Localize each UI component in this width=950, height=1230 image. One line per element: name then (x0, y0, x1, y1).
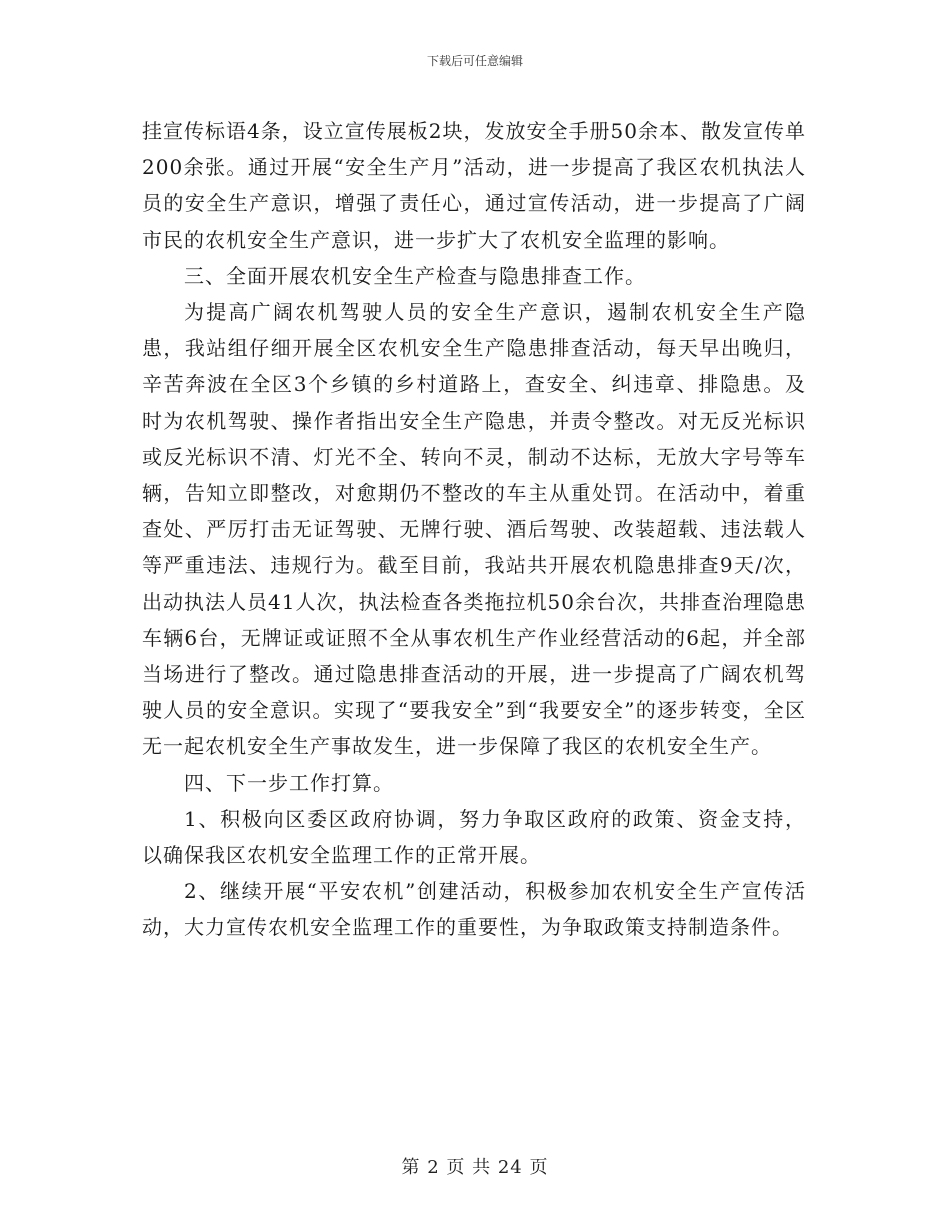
document-body (142, 113, 806, 946)
plan-item-1: 1、积极向区委区政府协调，努力争取区政府的政策、资金支持，以确保我区农机安全监理工作的正常开展。 (142, 806, 806, 868)
section-heading-3: 三、全面开展农机安全生产检查与隐患排查工作。 (184, 263, 646, 288)
page-header: 下载后可任意编辑 (426, 54, 523, 68)
plan-item-2: 2、继续开展“平安农机”创建活动，积极参加农机安全生产宣传活动，大力宣传农机安全监理工作的重要性，为争取政策支持制造条件。 (142, 879, 806, 940)
section-heading-4: 四、下一步工作打算。 (184, 770, 394, 795)
page-footer (0, 1153, 950, 1179)
paragraph-continuation: 挂宣传标语4条，设立宣传展板2块，发放安全手册50余本、散发宣传单200余张。通过开展“安全生产月”活动，进一步提高了我区农机执法人员的安全生产意识，增强了责任心，通过宣传活动，进一步提高了广阔市民的农机安全生产意识，进一步扩大了农机安全监理的影响。 (142, 119, 806, 252)
page-number: 第 2 页 共 24 页 (401, 1157, 549, 1178)
paragraph-inspection: 为提高广阔农机驾驶人员的安全生产意识，遏制农机安全生产隐患，我站组仔细开展全区农机安全生产隐患排查活动，每天早出晚归，辛苦奔波在全区3个乡镇的乡村道路上，查安全、纠违章、排隐患。及时为农机驾驶、操作者指出安全生产隐患，并责令整改。对无反光标识或反光标识不清、灯光不全、转向不灵，制动不达标，无放大字号等车辆，告知立即整改，对愈期仍不整改的车主从重处罚。在活动中，着重查处、严厉打击无证驾驶、无牌行驶、酒后驾驶、改装超载、违法载人等严重违法、违规行为。截至目前，我站共开展农机隐患排查9天/次，出动执法人员41人次，执法检查各类拖拉机50余台次，共排查治理隐患车辆6台，无牌证或证照不全从事农机生产作业经营活动的6起，并全部当场进行了整改。通过隐患排查活动的开展，进一步提高了广阔农机驾驶人员的安全意识。实现了“要我安全”到“我要安全”的逐步转变，全区无一起农机安全生产事故发生，进一步保障了我区的农机安全生产。 (142, 300, 806, 759)
